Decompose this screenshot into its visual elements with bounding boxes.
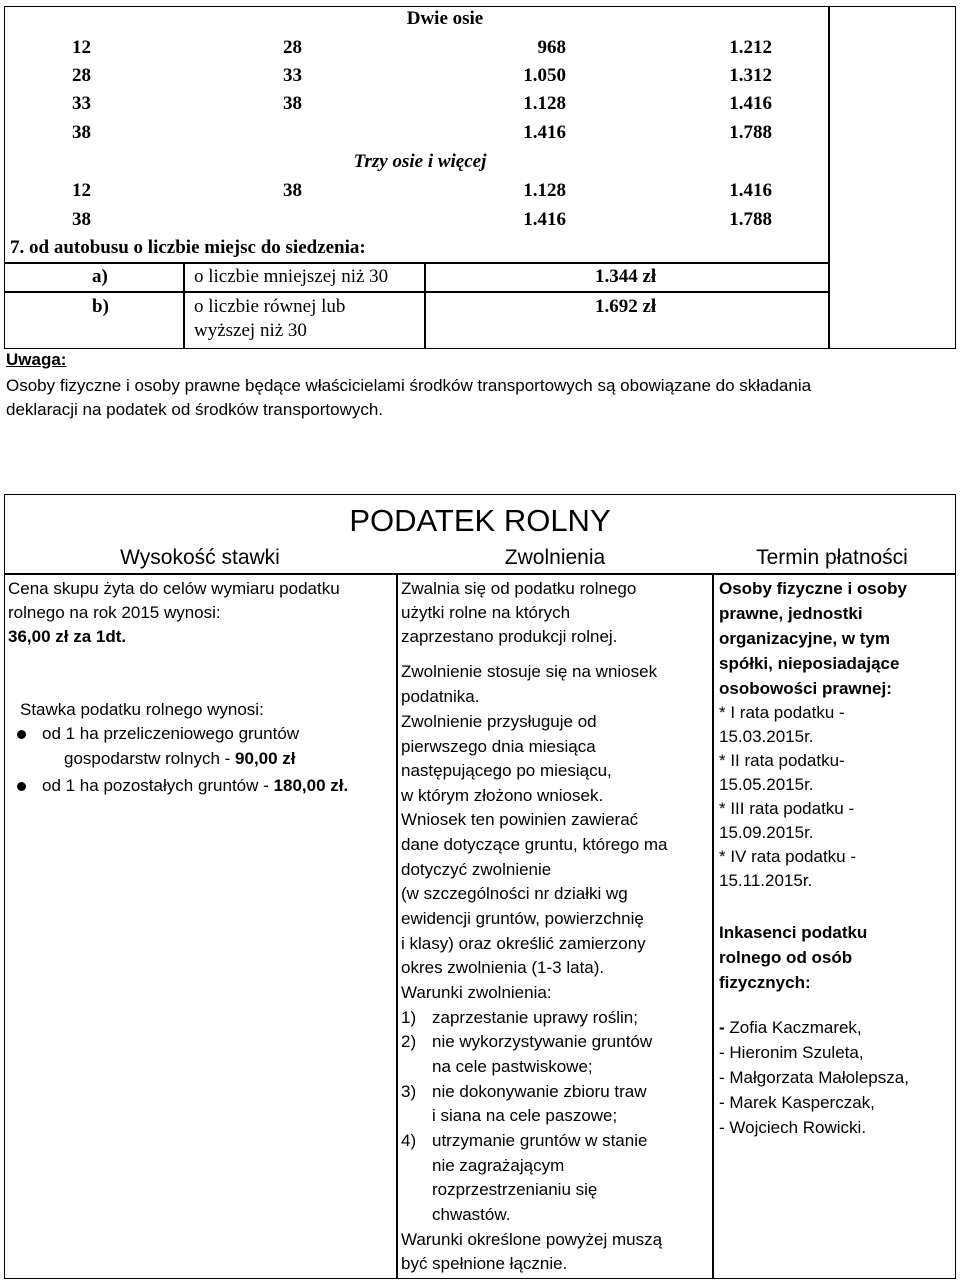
condition-text: nie dokonywanie zbioru traw <box>432 1082 647 1101</box>
column-header-payment-deadline: Termin płatności <box>756 546 908 569</box>
table-cell: 33 <box>72 93 91 114</box>
table-cell: 1.050 <box>523 65 566 86</box>
bus-table-col-line <box>183 262 185 349</box>
condition-text: nie zagrażającym <box>432 1156 565 1175</box>
installment-date: 15.05.2015r. <box>719 775 814 794</box>
installment-text: * I rata podatku - <box>719 703 845 722</box>
collector-name-text: Hieronim Szuleta, <box>729 1043 864 1062</box>
collector-name-text: Zofia Kaczmarek, <box>729 1018 862 1037</box>
column-header-rate: Wysokość stawki <box>120 546 280 569</box>
collector-name <box>719 1092 875 1114</box>
rye-price-value: 36,00 zł za 1dt. <box>8 627 127 646</box>
bus-row-letter: b) <box>92 296 109 317</box>
collector-name-text: Małgorzata Małolepsza, <box>729 1068 909 1087</box>
exemption-text: podatnika. <box>401 687 480 706</box>
exemption-text: ewidencji gruntów, powierzchnię <box>401 909 644 928</box>
exemption-text: użytki rolne na których <box>401 603 571 622</box>
payers-text: prawne, jednostki <box>719 604 863 623</box>
exemption-text: następującego po miesiącu, <box>401 761 612 780</box>
exemption-text: i klasy) oraz określić zamierzony <box>401 934 646 953</box>
condition-text: rozprzestrzenianiu się <box>432 1180 598 1199</box>
table-cell: 12 <box>72 37 91 58</box>
exemption-text: Warunki zwolnienia: <box>401 983 552 1002</box>
collector-dash: - <box>719 1018 730 1037</box>
installment-date: 15.09.2015r. <box>719 823 814 842</box>
table-cell: 38 <box>72 122 91 143</box>
condition-text: utrzymanie gruntów w stanie <box>432 1131 648 1150</box>
exemption-text: okres zwolnienia (1-3 lata). <box>401 958 605 977</box>
note-label: Uwaga: <box>6 350 67 369</box>
exemption-text: (w szczególności nr działki wg <box>401 884 628 903</box>
collectors-title: fizycznych: <box>719 973 811 992</box>
collector-name <box>719 1017 862 1039</box>
condition-number: 4) <box>401 1131 417 1150</box>
exemption-text: pierwszego dnia miesiąca <box>401 737 596 756</box>
exemption-text: Zwolnienie stosuje się na wniosek <box>401 662 658 681</box>
collector-name <box>719 1117 866 1139</box>
exemption-text: Wniosek ten powinien zawierać <box>401 810 639 829</box>
collectors-title: rolnego od osób <box>719 948 853 967</box>
two-axles-title: Dwie osie <box>406 8 484 29</box>
rate-item-text: od 1 ha przeliczeniowego gruntów <box>42 724 300 743</box>
table-cell: 1.128 <box>523 93 566 114</box>
table-cell: 1.416 <box>523 209 566 230</box>
collector-name <box>719 1067 909 1089</box>
bus-row-desc: wyższej niż 30 <box>194 320 307 341</box>
rye-price-text: Cena skupu żyta do celów wymiaru podatku <box>8 579 340 598</box>
table-cell: 38 <box>283 180 302 201</box>
collector-dash: - <box>719 1043 730 1062</box>
rate-item-value: 90,00 zł <box>235 749 296 768</box>
table-cell: 28 <box>283 37 302 58</box>
table-cell: 28 <box>72 65 91 86</box>
payers-text: organizacyjne, w tym <box>719 629 890 648</box>
condition-text: chwastów. <box>432 1205 511 1224</box>
rate-item-value: 180,00 zł. <box>273 776 349 795</box>
table-cell: 968 <box>537 37 566 58</box>
condition-text: zaprzestanie uprawy roślin; <box>432 1008 638 1027</box>
installment-text: * IV rata podatku - <box>719 847 857 866</box>
bus-table-top-line <box>4 262 829 264</box>
installment-text: * III rata podatku - <box>719 799 855 818</box>
rate-item-text <box>64 748 296 770</box>
collector-dash: - <box>719 1068 730 1087</box>
table-cell: 1.416 <box>729 180 772 201</box>
payers-text: Osoby fizyczne i osoby <box>719 579 907 598</box>
condition-text: nie wykorzystywanie gruntów <box>432 1032 653 1051</box>
column-divider <box>712 573 714 1279</box>
table-cell: 1.312 <box>729 65 772 86</box>
header-divider <box>4 573 956 575</box>
exemption-text: Zwalnia się od podatku rolnego <box>401 579 637 598</box>
table-cell: 12 <box>72 180 91 201</box>
bus-heading: 7. od autobusu o liczbie miejsc do siedzenia: <box>10 237 366 258</box>
installment-text: * II rata podatku- <box>719 751 845 770</box>
installment-date: 15.11.2015r. <box>719 871 813 890</box>
side-empty-cell <box>829 6 956 349</box>
bus-row-desc: o liczbie mniejszej niż 30 <box>194 266 389 287</box>
collector-name-text: Marek Kasperczak, <box>729 1093 875 1112</box>
table-cell: 1.128 <box>523 180 566 201</box>
table-cell: 1.416 <box>729 93 772 114</box>
exemption-footer: być spełnione łącznie. <box>401 1254 568 1273</box>
condition-number: 1) <box>401 1008 417 1027</box>
bus-row-desc: o liczbie równej lub <box>194 296 346 317</box>
note-text: Osoby fizyczne i osoby prawne będące właścicielami środków transportowych są obowiązane do składania <box>6 376 812 395</box>
collector-name-text: Wojciech Rowicki. <box>729 1118 867 1137</box>
column-divider <box>396 573 398 1279</box>
table-cell: 38 <box>72 209 91 230</box>
condition-number: 2) <box>401 1032 417 1051</box>
bus-row-amount: 1.344 zł <box>595 266 657 287</box>
exemption-text: zaprzestano produkcji rolnej. <box>401 627 618 646</box>
three-axles-title: Trzy osie i więcej <box>353 151 487 172</box>
exemption-footer: Warunki określone powyżej muszą <box>401 1230 663 1249</box>
table-cell: 1.788 <box>729 122 772 143</box>
table-cell: 1.212 <box>729 37 772 58</box>
payers-text: osobowości prawnej: <box>719 679 892 698</box>
collector-name <box>719 1042 864 1064</box>
bullet-icon <box>17 782 26 791</box>
rate-heading: Stawka podatku rolnego wynosi: <box>20 700 264 719</box>
table-cell: 33 <box>283 65 302 86</box>
exemption-text: Zwolnienie przysługuje od <box>401 712 597 731</box>
bus-row-letter: a) <box>92 266 108 287</box>
condition-number: 3) <box>401 1082 417 1101</box>
bullet-icon <box>17 730 26 739</box>
payers-text: spółki, nieposiadające <box>719 654 900 673</box>
exemption-text: dane dotyczące gruntu, którego ma <box>401 835 668 854</box>
condition-text: i siana na cele paszowe; <box>432 1106 618 1125</box>
collectors-title: Inkasenci podatku <box>719 923 868 942</box>
table-cell: 1.788 <box>729 209 772 230</box>
rate-item-text <box>42 775 348 797</box>
collector-dash: - <box>719 1118 730 1137</box>
bus-table-col-line <box>424 262 426 349</box>
column-header-exemptions: Zwolnienia <box>504 546 606 569</box>
bus-row-amount: 1.692 zł <box>595 296 657 317</box>
rate-item-label: gospodarstw rolnych - <box>64 749 236 768</box>
collector-dash: - <box>719 1093 730 1112</box>
agricultural-tax-title: PODATEK ROLNY <box>349 503 611 538</box>
exemption-text: dotyczyć zwolnienie <box>401 860 552 879</box>
exemption-text: w którym złożono wniosek. <box>401 786 604 805</box>
rate-item-label: od 1 ha pozostałych gruntów - <box>42 776 274 795</box>
rye-price-text: rolnego na rok 2015 wynosi: <box>8 603 221 622</box>
table-cell: 1.416 <box>523 122 566 143</box>
installment-date: 15.03.2015r. <box>719 727 814 746</box>
table-cell: 38 <box>283 93 302 114</box>
bus-table-mid-line <box>4 291 829 293</box>
note-text: deklaracji na podatek od środków transportowych. <box>6 400 384 419</box>
condition-text: na cele pastwiskowe; <box>432 1057 593 1076</box>
